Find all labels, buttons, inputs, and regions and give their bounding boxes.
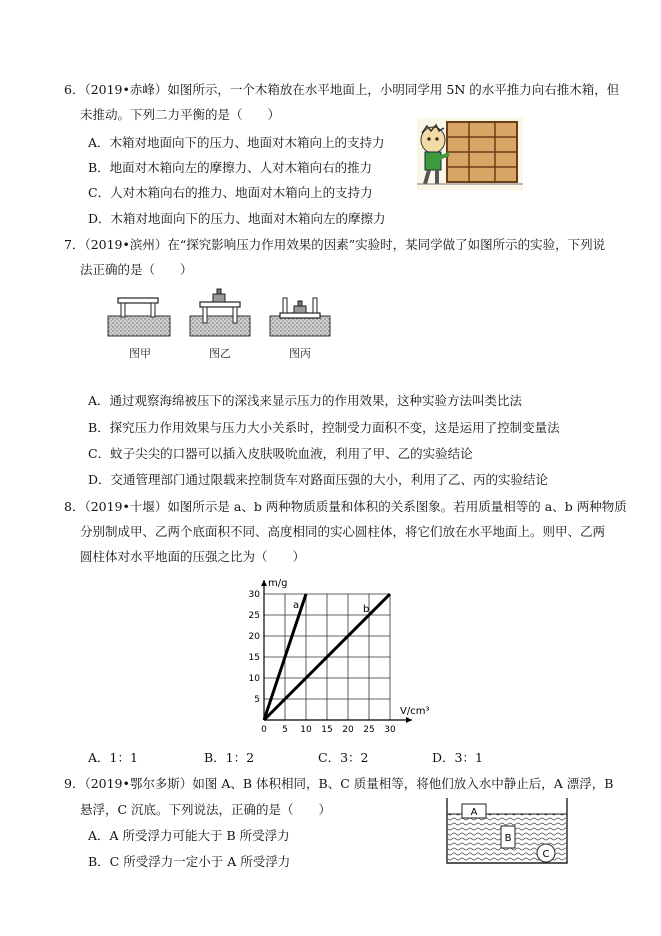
y-tick-label: 25 (248, 611, 260, 621)
caption-jia: 图甲 (129, 347, 151, 360)
x-tick-label: 25 (363, 725, 375, 735)
q8-option-c: C．3：2 (318, 750, 369, 765)
y-tick-label: 10 (248, 674, 260, 684)
q8-stem-line3: 圆柱体对水平地面的压强之比为（ ） (80, 549, 306, 564)
q9-option-a: A．A 所受浮力可能大于 B 所受浮力 (88, 828, 290, 843)
q8-stem-line2: 分别制成甲、乙两个底面积不同、高度相同的实心圆柱体，将它们放在水平地面上。则甲、乙两 (80, 524, 606, 539)
series-label-a: a (293, 600, 300, 611)
x-tick-label: 5 (282, 725, 288, 735)
x-tick-label: 30 (384, 725, 396, 735)
q6-stem-line1: 6．（2019•赤峰）如图所示，一个木箱放在水平地面上，小明同学用 5N 的水平推力向右推木箱，但 (64, 82, 620, 97)
q9-buoyancy-figure (444, 796, 570, 866)
q7-option-c: C．蚊子尖尖的口器可以插入皮肤吸吮血液，利用了甲、乙的实验结论 (88, 446, 473, 461)
crate-icon (447, 122, 517, 182)
q6-option-c: C．人对木箱向右的推力、地面对木箱向上的支持力 (88, 185, 373, 200)
y-tick-label: 5 (254, 695, 260, 705)
sponge-fig-jia (108, 298, 170, 336)
q8-option-b: B．1：2 (204, 750, 255, 765)
q6-option-b: B．地面对木箱向左的摩擦力、人对木箱向右的推力 (88, 160, 373, 175)
q9-stem-line1: 9．（2019•鄂尔多斯）如图 A、B 体积相同，B、C 质量相等，将他们放入水中静止后，A 漂浮，B (64, 776, 614, 791)
q7-sponge-experiment-figure (100, 286, 340, 362)
caption-yi: 图乙 (209, 347, 231, 360)
x-tick-label: 20 (342, 725, 354, 735)
q9-stem-line2: 悬浮，C 沉底。下列说法，正确的是（ ） (80, 802, 332, 817)
q8-stem-line1: 8．（2019•十堰）如图所示是 a、b 两种物质质量和体积的关系图象。若用质量相等的 a、b 两种物质 (64, 499, 627, 514)
q8-mass-volume-chart (240, 572, 440, 740)
q7-option-b: B．探究压力作用效果与压力大小关系时，控制受力面积不变，这是运用了控制变量法 (88, 420, 560, 435)
label-c: C (542, 849, 550, 860)
q6-stem-line2: 未推动。下列二力平衡的是（ ） (80, 107, 281, 122)
q8-option-d: D．3：1 (432, 750, 483, 765)
x-tick-label: 10 (300, 725, 312, 735)
x-tick-label: 0 (261, 725, 267, 735)
caption-bing: 图丙 (289, 347, 311, 360)
q9-option-b: B．C 所受浮力一定小于 A 所受浮力 (88, 854, 291, 869)
q7-stem-line2: 法正确的是（ ） (80, 262, 193, 277)
y-tick-label: 20 (248, 632, 260, 642)
x-tick-label: 15 (321, 725, 333, 735)
y-axis-arrow (261, 580, 267, 586)
sponge-fig-bing (270, 298, 330, 336)
q8-option-a: A．1：1 (88, 750, 138, 765)
y-tick-label: 30 (248, 590, 260, 600)
q6-push-crate-figure (417, 118, 523, 190)
y-axis-label: m/g (268, 578, 288, 589)
label-a: A (470, 807, 478, 818)
x-axis-label: V/cm³ (400, 706, 430, 717)
series-label-b: b (363, 604, 370, 615)
q6-option-a: A．木箱对地面向下的压力、地面对木箱向上的支持力 (88, 135, 385, 150)
q7-stem-line1: 7．（2019•滨州）在“探究影响压力作用效果的因素”实验时，某同学做了如图所示的实验，下列说 (64, 237, 606, 252)
y-tick-label: 15 (248, 653, 260, 663)
q7-option-a: A．通过观察海绵被压下的深浅来显示压力的作用效果，这种实验方法叫类比法 (88, 393, 523, 408)
q7-option-d: D．交通管理部门通过限载来控制货车对路面压强的大小，利用了乙、丙的实验结论 (88, 472, 549, 487)
sponge-fig-yi (190, 289, 250, 336)
x-axis-arrow (406, 717, 412, 723)
label-b: B (504, 833, 512, 844)
q6-option-d: D．木箱对地面向下的压力、地面对木箱向左的摩擦力 (88, 211, 386, 226)
